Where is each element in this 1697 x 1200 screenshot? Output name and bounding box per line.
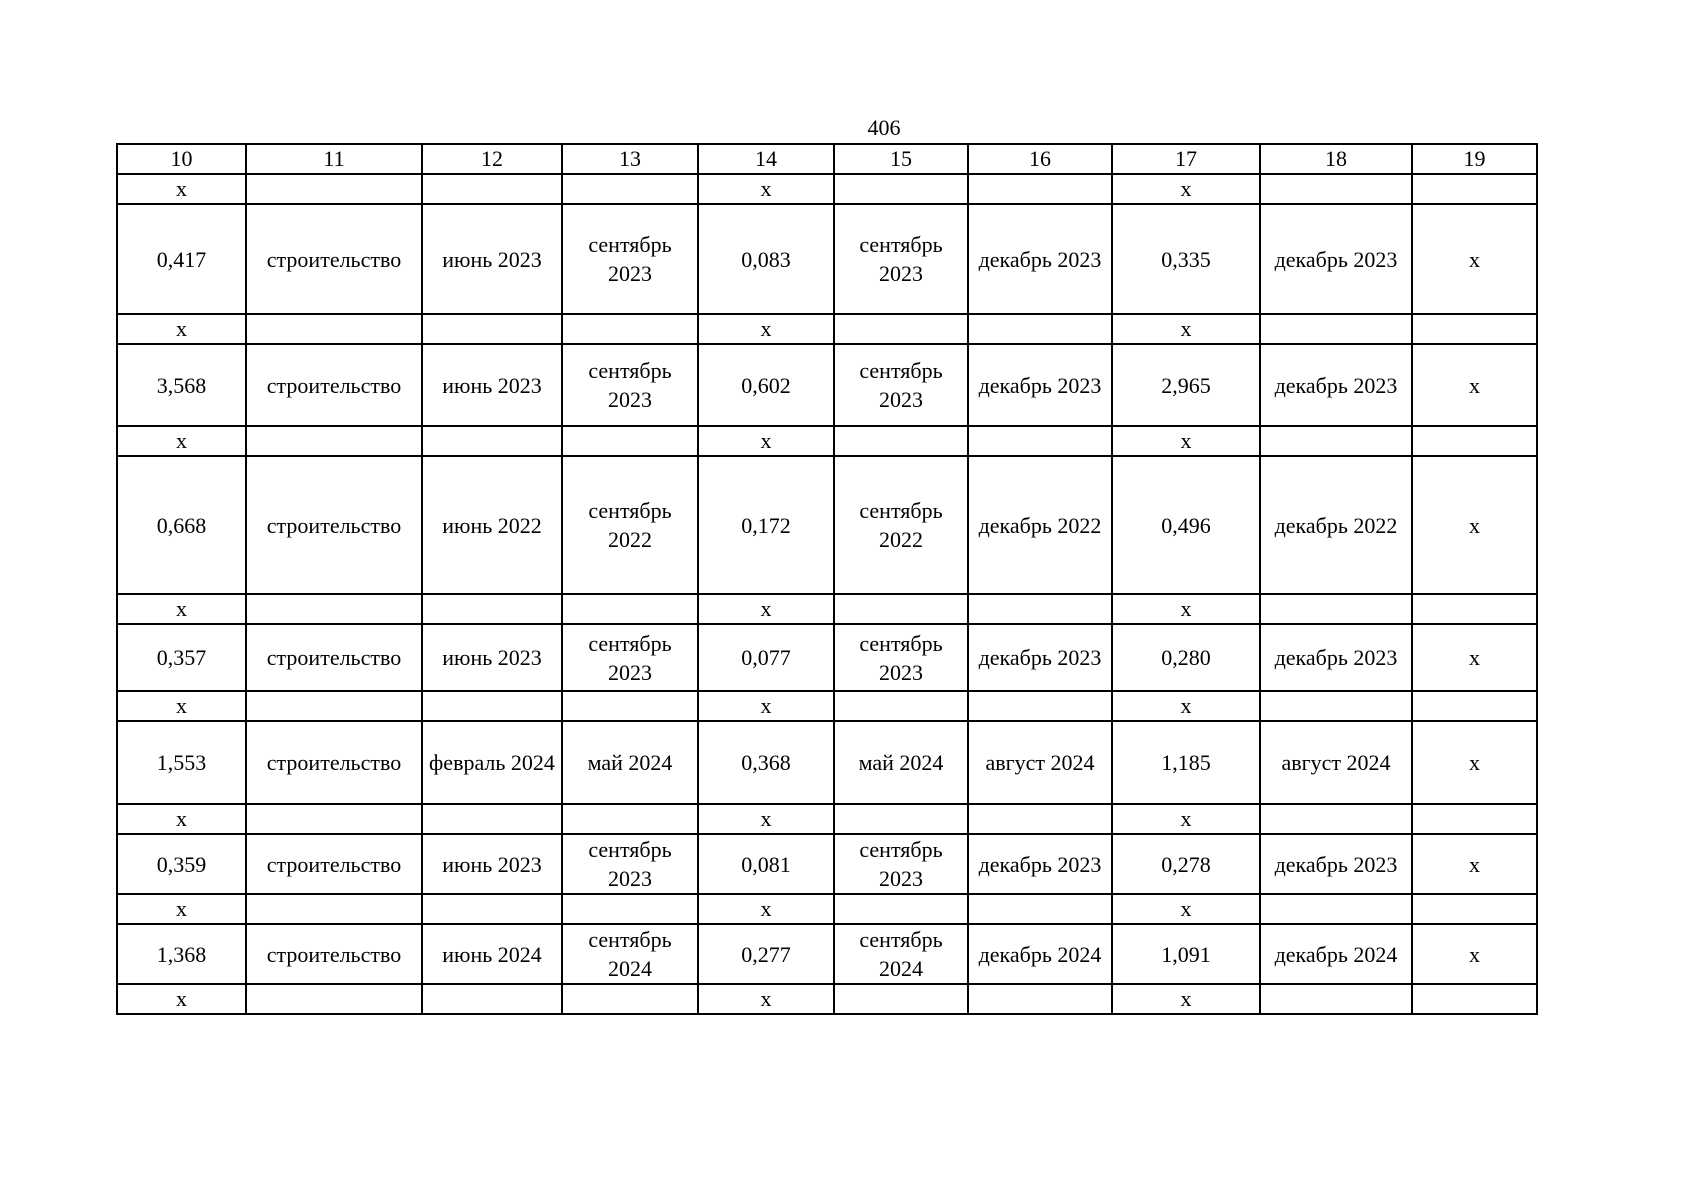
table-cell: x [698, 594, 834, 624]
table-cell [562, 426, 698, 456]
page-number: 406 [867, 115, 901, 140]
table-cell [562, 984, 698, 1014]
marker-row [117, 984, 1537, 1014]
table-cell: февраль 2024 [422, 721, 562, 804]
table-cell [834, 594, 968, 624]
table-cell: декабрь 2024 [968, 924, 1112, 984]
table-cell [968, 894, 1112, 924]
table-cell: июнь 2023 [422, 344, 562, 426]
table-cell [562, 691, 698, 721]
table-cell: x [1112, 426, 1260, 456]
table-cell [246, 426, 422, 456]
table-row [117, 624, 1537, 691]
table-cell: строительство [246, 624, 422, 691]
table-cell [562, 894, 698, 924]
table-cell: 0,368 [698, 721, 834, 804]
table-cell: июнь 2023 [422, 204, 562, 314]
table-cell: x [698, 174, 834, 204]
table-cell: декабрь 2022 [968, 456, 1112, 594]
table-cell: 0,359 [117, 834, 246, 894]
table-cell [968, 984, 1112, 1014]
marker-row [117, 594, 1537, 624]
column-number-16: 16 [968, 144, 1112, 174]
table-cell: июнь 2022 [422, 456, 562, 594]
table-cell: x [698, 314, 834, 344]
table-cell [246, 691, 422, 721]
table-cell: x [117, 174, 246, 204]
table-cell: 3,568 [117, 344, 246, 426]
table-cell: август 2024 [968, 721, 1112, 804]
table-cell: x [1412, 834, 1537, 894]
table-cell: сентябрь 2023 [834, 344, 968, 426]
table-cell [1260, 426, 1412, 456]
table-cell: x [1412, 924, 1537, 984]
table-cell [246, 174, 422, 204]
table-cell [246, 894, 422, 924]
table-cell [1412, 314, 1537, 344]
table-cell: x [698, 894, 834, 924]
table-row [117, 456, 1537, 594]
data-table [116, 143, 1538, 1015]
table-cell: 0,357 [117, 624, 246, 691]
table-cell [834, 426, 968, 456]
table-row [117, 924, 1537, 984]
table-cell [422, 691, 562, 721]
table-cell [968, 594, 1112, 624]
table-cell: строительство [246, 924, 422, 984]
table-cell: x [698, 804, 834, 834]
table-cell: 0,417 [117, 204, 246, 314]
table-cell [562, 804, 698, 834]
table-cell [562, 174, 698, 204]
table-cell: строительство [246, 721, 422, 804]
table-cell [422, 894, 562, 924]
table-cell [562, 594, 698, 624]
table-cell: сентябрь 2023 [562, 834, 698, 894]
column-number-10: 10 [117, 144, 246, 174]
column-number-12: 12 [422, 144, 562, 174]
column-number-19: 19 [1412, 144, 1537, 174]
marker-row [117, 426, 1537, 456]
table-cell [1260, 804, 1412, 834]
table-row [117, 204, 1537, 314]
marker-row [117, 804, 1537, 834]
table-cell: x [1412, 344, 1537, 426]
table-cell [834, 804, 968, 834]
table-cell [968, 804, 1112, 834]
table-cell [968, 174, 1112, 204]
table-cell: декабрь 2023 [968, 624, 1112, 691]
table-cell [246, 314, 422, 344]
marker-row [117, 894, 1537, 924]
table-cell: строительство [246, 204, 422, 314]
table-cell: x [117, 691, 246, 721]
table-cell: декабрь 2023 [968, 204, 1112, 314]
table-cell: декабрь 2023 [1260, 344, 1412, 426]
table-cell: 0,280 [1112, 624, 1260, 691]
table-cell [834, 984, 968, 1014]
table-cell [246, 984, 422, 1014]
table-cell [1260, 691, 1412, 721]
table-cell: 0,496 [1112, 456, 1260, 594]
table-cell [422, 594, 562, 624]
table-row [117, 834, 1537, 894]
table-cell [1260, 174, 1412, 204]
table-cell: сентябрь 2022 [562, 456, 698, 594]
table-cell: август 2024 [1260, 721, 1412, 804]
table-cell [834, 691, 968, 721]
table-cell [422, 984, 562, 1014]
table-cell: декабрь 2024 [1260, 924, 1412, 984]
table-cell: декабрь 2022 [1260, 456, 1412, 594]
table-cell: 2,965 [1112, 344, 1260, 426]
table-cell [968, 314, 1112, 344]
table-cell [1260, 314, 1412, 344]
table-cell: декабрь 2023 [1260, 624, 1412, 691]
table-cell: x [1412, 204, 1537, 314]
table-cell: x [1112, 894, 1260, 924]
table-cell: сентябрь 2023 [562, 624, 698, 691]
table-cell [1260, 894, 1412, 924]
table-cell: строительство [246, 344, 422, 426]
table-cell [834, 174, 968, 204]
table-cell [1412, 984, 1537, 1014]
table-cell [968, 691, 1112, 721]
table-cell: сентябрь 2023 [562, 204, 698, 314]
column-number-row [117, 144, 1537, 174]
column-number-15: 15 [834, 144, 968, 174]
table-cell: x [1112, 314, 1260, 344]
table-cell [246, 594, 422, 624]
table-cell: x [1112, 174, 1260, 204]
table-cell: июнь 2023 [422, 624, 562, 691]
table-cell: x [698, 691, 834, 721]
table-cell: x [1112, 984, 1260, 1014]
marker-row [117, 691, 1537, 721]
table-cell [1260, 594, 1412, 624]
table-cell: сентябрь 2024 [834, 924, 968, 984]
table-cell: сентябрь 2023 [834, 834, 968, 894]
column-number-13: 13 [562, 144, 698, 174]
table-cell [1412, 594, 1537, 624]
table-cell: x [1112, 804, 1260, 834]
table-cell: x [117, 804, 246, 834]
table-cell: 0,277 [698, 924, 834, 984]
table-cell: 0,172 [698, 456, 834, 594]
table-cell [968, 426, 1112, 456]
table-cell [1412, 426, 1537, 456]
table-cell: x [1412, 624, 1537, 691]
table-cell: декабрь 2023 [1260, 204, 1412, 314]
column-number-18: 18 [1260, 144, 1412, 174]
table-cell: x [117, 594, 246, 624]
table-cell: x [117, 984, 246, 1014]
table-cell: июнь 2024 [422, 924, 562, 984]
table-cell: x [1112, 691, 1260, 721]
table-cell [246, 804, 422, 834]
table-cell: 0,278 [1112, 834, 1260, 894]
table-cell: сентябрь 2023 [834, 624, 968, 691]
table-cell [834, 894, 968, 924]
table-cell [422, 314, 562, 344]
table-cell: 0,081 [698, 834, 834, 894]
table-cell: 1,185 [1112, 721, 1260, 804]
table-cell: x [117, 314, 246, 344]
table-cell: 0,335 [1112, 204, 1260, 314]
table-cell: декабрь 2023 [968, 344, 1112, 426]
table-cell: 1,368 [117, 924, 246, 984]
table-cell [1412, 691, 1537, 721]
table-cell: сентябрь 2024 [562, 924, 698, 984]
table-cell: x [117, 894, 246, 924]
table-cell: строительство [246, 456, 422, 594]
column-number-17: 17 [1112, 144, 1260, 174]
table-cell: сентябрь 2023 [562, 344, 698, 426]
table-cell: май 2024 [562, 721, 698, 804]
table-cell: 0,668 [117, 456, 246, 594]
table-cell: май 2024 [834, 721, 968, 804]
table-cell: 1,553 [117, 721, 246, 804]
table-cell: x [117, 426, 246, 456]
table-cell: 0,083 [698, 204, 834, 314]
marker-row [117, 314, 1537, 344]
table-cell: декабрь 2023 [968, 834, 1112, 894]
table-cell: декабрь 2023 [1260, 834, 1412, 894]
table-cell [422, 804, 562, 834]
table-cell: x [1412, 456, 1537, 594]
table-cell: x [1112, 594, 1260, 624]
table-cell: 1,091 [1112, 924, 1260, 984]
table-cell [1260, 984, 1412, 1014]
table-cell: строительство [246, 834, 422, 894]
table-cell: x [698, 426, 834, 456]
column-number-11: 11 [246, 144, 422, 174]
table-cell [1412, 894, 1537, 924]
table-cell: x [1412, 721, 1537, 804]
table-cell: сентябрь 2023 [834, 204, 968, 314]
table-cell: 0,077 [698, 624, 834, 691]
table-cell [422, 174, 562, 204]
table-cell [422, 426, 562, 456]
table-cell: 0,602 [698, 344, 834, 426]
column-number-14: 14 [698, 144, 834, 174]
marker-row [117, 174, 1537, 204]
table-cell: x [698, 984, 834, 1014]
table-cell [834, 314, 968, 344]
table-row [117, 721, 1537, 804]
table-cell [562, 314, 698, 344]
table-row [117, 344, 1537, 426]
table-cell: июнь 2023 [422, 834, 562, 894]
table-cell [1412, 174, 1537, 204]
table-cell: сентябрь 2022 [834, 456, 968, 594]
table-cell [1412, 804, 1537, 834]
